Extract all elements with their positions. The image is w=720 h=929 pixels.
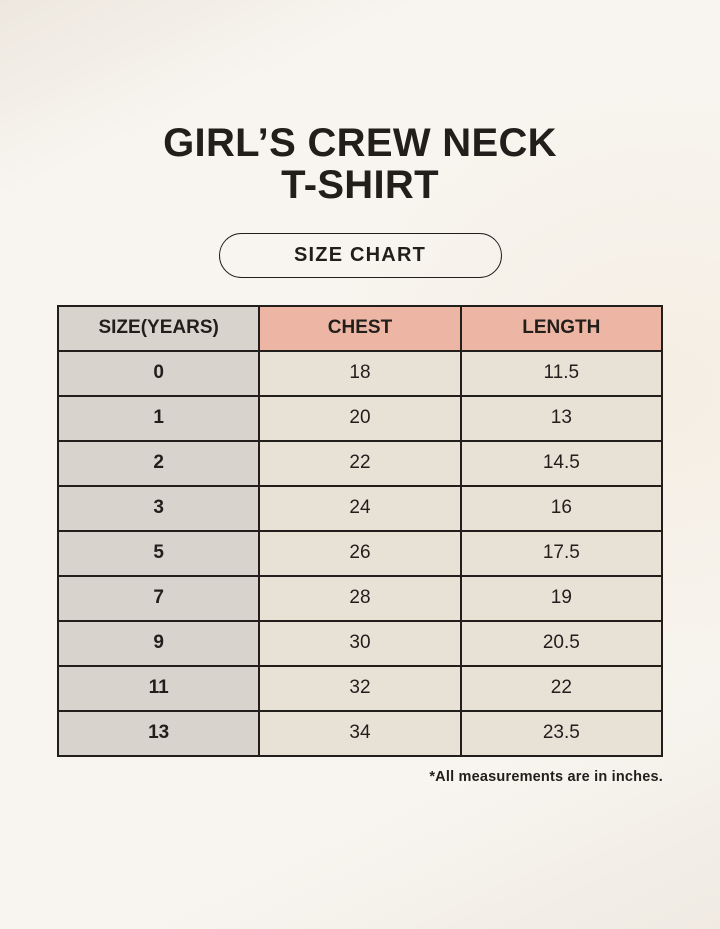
chest-cell: 26 — [259, 531, 460, 576]
size-chart-badge — [219, 233, 502, 278]
table-row — [58, 441, 662, 486]
table-row — [58, 531, 662, 576]
size-cell: 13 — [58, 711, 259, 756]
page-title-line1: GIRL’S CREW NECK — [163, 121, 557, 165]
page-title-line2: T-SHIRT — [281, 163, 439, 208]
column-header-length: LENGTH — [461, 306, 662, 351]
size-cell: 11 — [58, 666, 259, 711]
table-row — [58, 711, 662, 756]
chest-cell: 22 — [259, 441, 460, 486]
length-cell: 20.5 — [461, 621, 662, 666]
chest-cell: 32 — [259, 666, 460, 711]
size-cell: 1 — [58, 396, 259, 441]
length-cell: 17.5 — [461, 531, 662, 576]
size-table — [57, 305, 663, 757]
length-cell: 19 — [461, 576, 662, 621]
page-title — [0, 0, 720, 207]
column-header-size: SIZE(YEARS) — [58, 306, 259, 351]
chest-cell: 34 — [259, 711, 460, 756]
size-cell: 0 — [58, 351, 259, 396]
chest-cell: 30 — [259, 621, 460, 666]
column-header-chest: CHEST — [259, 306, 460, 351]
size-cell: 9 — [58, 621, 259, 666]
chest-cell: 28 — [259, 576, 460, 621]
table-header-row — [58, 306, 662, 351]
chest-cell: 18 — [259, 351, 460, 396]
length-cell: 16 — [461, 486, 662, 531]
measurements-footnote: *All measurements are in inches. — [429, 768, 663, 785]
table-row — [58, 621, 662, 666]
table-row — [58, 666, 662, 711]
size-cell: 2 — [58, 441, 259, 486]
size-cell: 5 — [58, 531, 259, 576]
size-cell: 7 — [58, 576, 259, 621]
table-row — [58, 486, 662, 531]
size-chart-badge-label: SIZE CHART — [294, 243, 426, 266]
length-cell: 14.5 — [461, 441, 662, 486]
length-cell: 13 — [461, 396, 662, 441]
table-row — [58, 576, 662, 621]
length-cell: 22 — [461, 666, 662, 711]
length-cell: 11.5 — [461, 351, 662, 396]
table-row — [58, 351, 662, 396]
table-row — [58, 396, 662, 441]
size-cell: 3 — [58, 486, 259, 531]
chest-cell: 24 — [259, 486, 460, 531]
chest-cell: 20 — [259, 396, 460, 441]
length-cell: 23.5 — [461, 711, 662, 756]
